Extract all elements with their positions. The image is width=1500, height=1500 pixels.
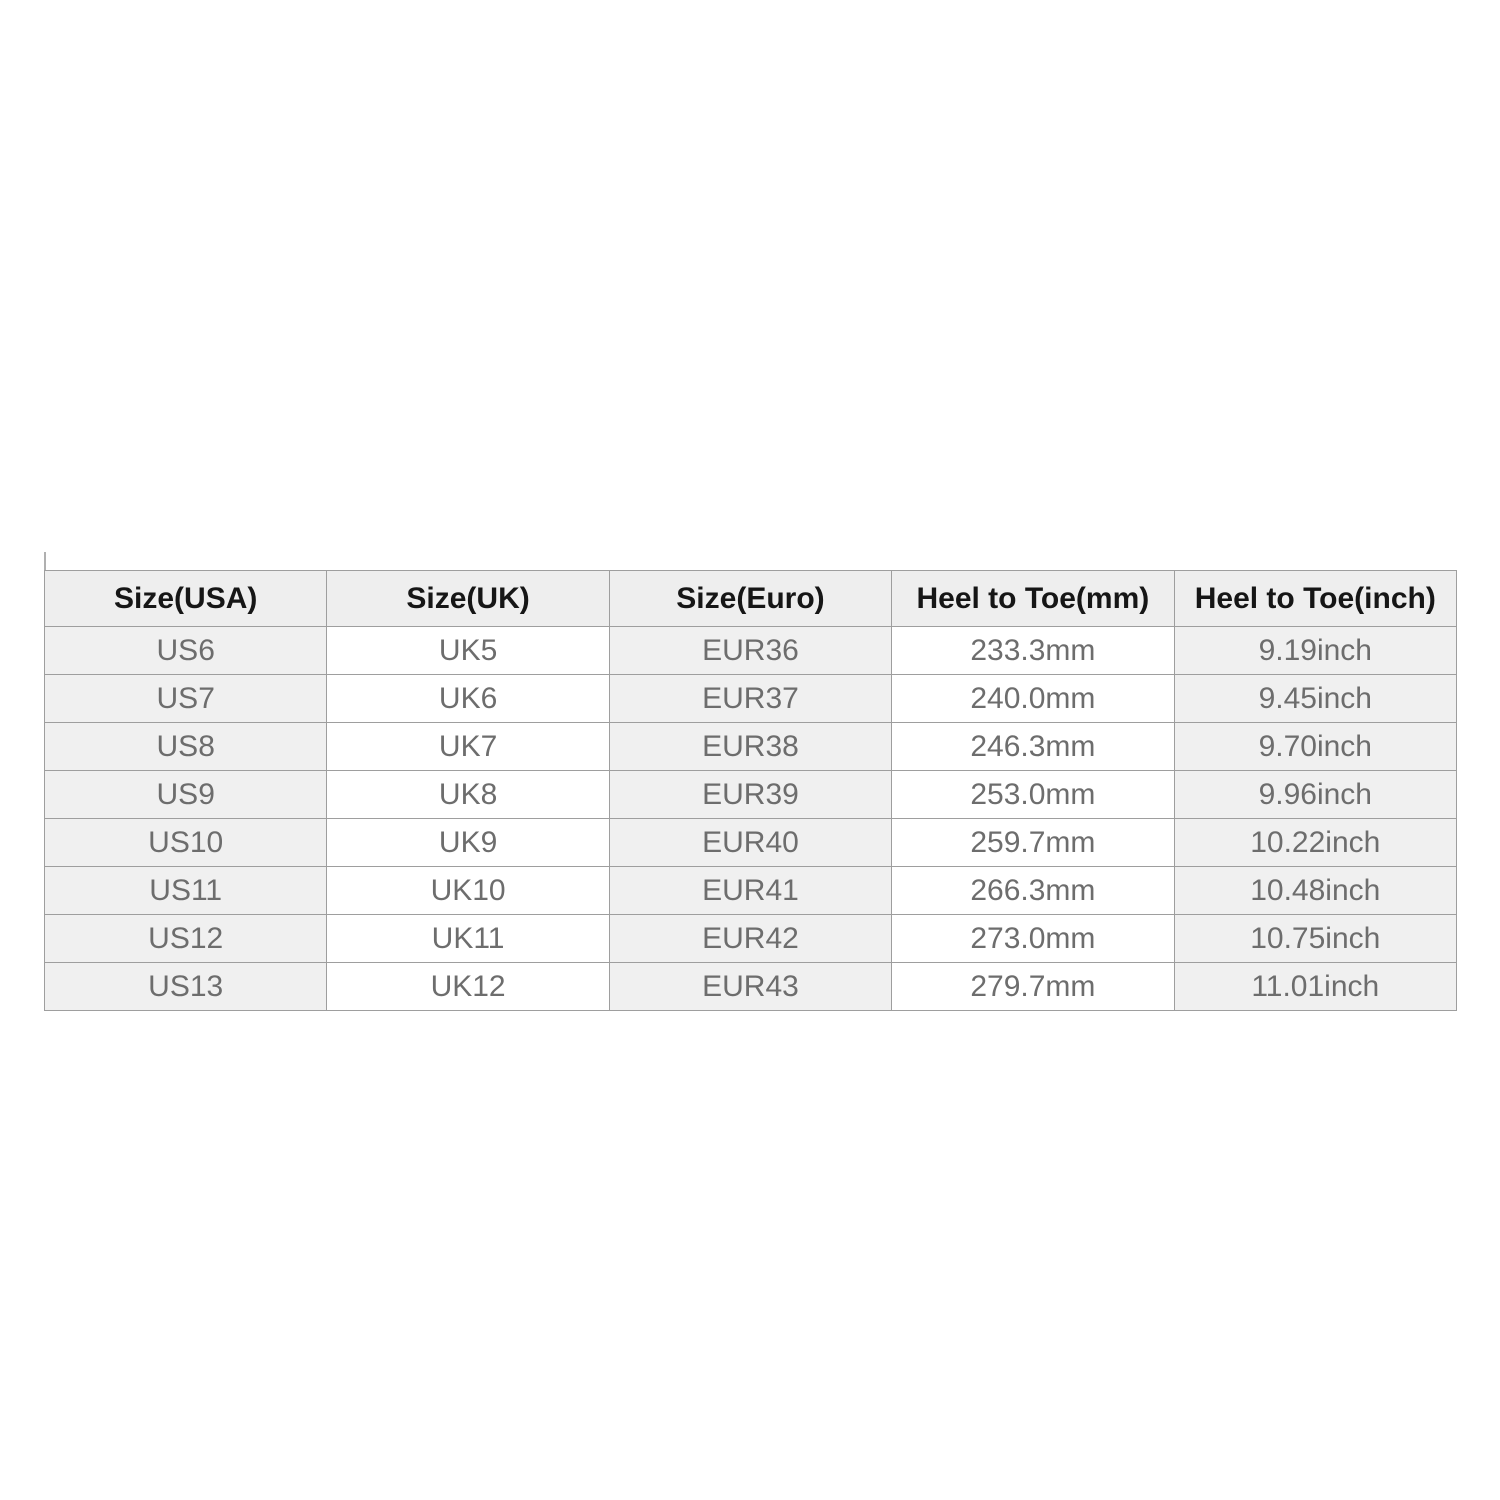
header-row (45, 571, 1457, 627)
column-header-size-uk: Size(UK) (327, 571, 609, 627)
column-header-heel-to-toe-mm: Heel to Toe(mm) (892, 571, 1174, 627)
cell-size-euro: EUR36 (609, 627, 891, 675)
table-row (45, 771, 1457, 819)
cell-size-euro: EUR39 (609, 771, 891, 819)
cell-size-euro: EUR43 (609, 963, 891, 1011)
cell-size-uk: UK6 (327, 675, 609, 723)
cell-heel-to-toe-mm: 259.7mm (892, 819, 1174, 867)
cell-heel-to-toe-inch: 9.96inch (1174, 771, 1456, 819)
cell-heel-to-toe-inch: 9.70inch (1174, 723, 1456, 771)
cell-size-usa: US6 (45, 627, 327, 675)
cell-size-euro: EUR40 (609, 819, 891, 867)
cell-heel-to-toe-mm: 266.3mm (892, 867, 1174, 915)
cell-size-uk: UK7 (327, 723, 609, 771)
cell-heel-to-toe-mm: 273.0mm (892, 915, 1174, 963)
column-header-size-euro: Size(Euro) (609, 571, 891, 627)
cell-heel-to-toe-inch: 10.75inch (1174, 915, 1456, 963)
cell-size-uk: UK12 (327, 963, 609, 1011)
cell-heel-to-toe-inch: 9.19inch (1174, 627, 1456, 675)
cell-heel-to-toe-mm: 246.3mm (892, 723, 1174, 771)
cell-size-usa: US11 (45, 867, 327, 915)
cell-size-euro: EUR41 (609, 867, 891, 915)
table-row (45, 723, 1457, 771)
cell-size-usa: US10 (45, 819, 327, 867)
cell-heel-to-toe-inch: 10.22inch (1174, 819, 1456, 867)
table-row (45, 627, 1457, 675)
table-row (45, 867, 1457, 915)
cell-size-uk: UK10 (327, 867, 609, 915)
cell-heel-to-toe-mm: 240.0mm (892, 675, 1174, 723)
cell-size-usa: US9 (45, 771, 327, 819)
cell-size-usa: US12 (45, 915, 327, 963)
cell-size-uk: UK8 (327, 771, 609, 819)
cell-heel-to-toe-inch: 10.48inch (1174, 867, 1456, 915)
shoe-size-conversion-table (44, 570, 1457, 1011)
table-top-left-tick (44, 552, 46, 570)
cell-size-usa: US8 (45, 723, 327, 771)
cell-size-uk: UK5 (327, 627, 609, 675)
table-row (45, 915, 1457, 963)
cell-heel-to-toe-inch: 9.45inch (1174, 675, 1456, 723)
cell-size-uk: UK11 (327, 915, 609, 963)
cell-size-euro: EUR38 (609, 723, 891, 771)
table-row (45, 963, 1457, 1011)
cell-heel-to-toe-mm: 253.0mm (892, 771, 1174, 819)
table-row (45, 675, 1457, 723)
cell-size-euro: EUR37 (609, 675, 891, 723)
column-header-size-usa: Size(USA) (45, 571, 327, 627)
column-header-heel-to-toe-inch: Heel to Toe(inch) (1174, 571, 1456, 627)
cell-size-usa: US13 (45, 963, 327, 1011)
cell-heel-to-toe-mm: 279.7mm (892, 963, 1174, 1011)
cell-heel-to-toe-mm: 233.3mm (892, 627, 1174, 675)
cell-size-uk: UK9 (327, 819, 609, 867)
table-row (45, 819, 1457, 867)
cell-size-usa: US7 (45, 675, 327, 723)
cell-heel-to-toe-inch: 11.01inch (1174, 963, 1456, 1011)
cell-size-euro: EUR42 (609, 915, 891, 963)
